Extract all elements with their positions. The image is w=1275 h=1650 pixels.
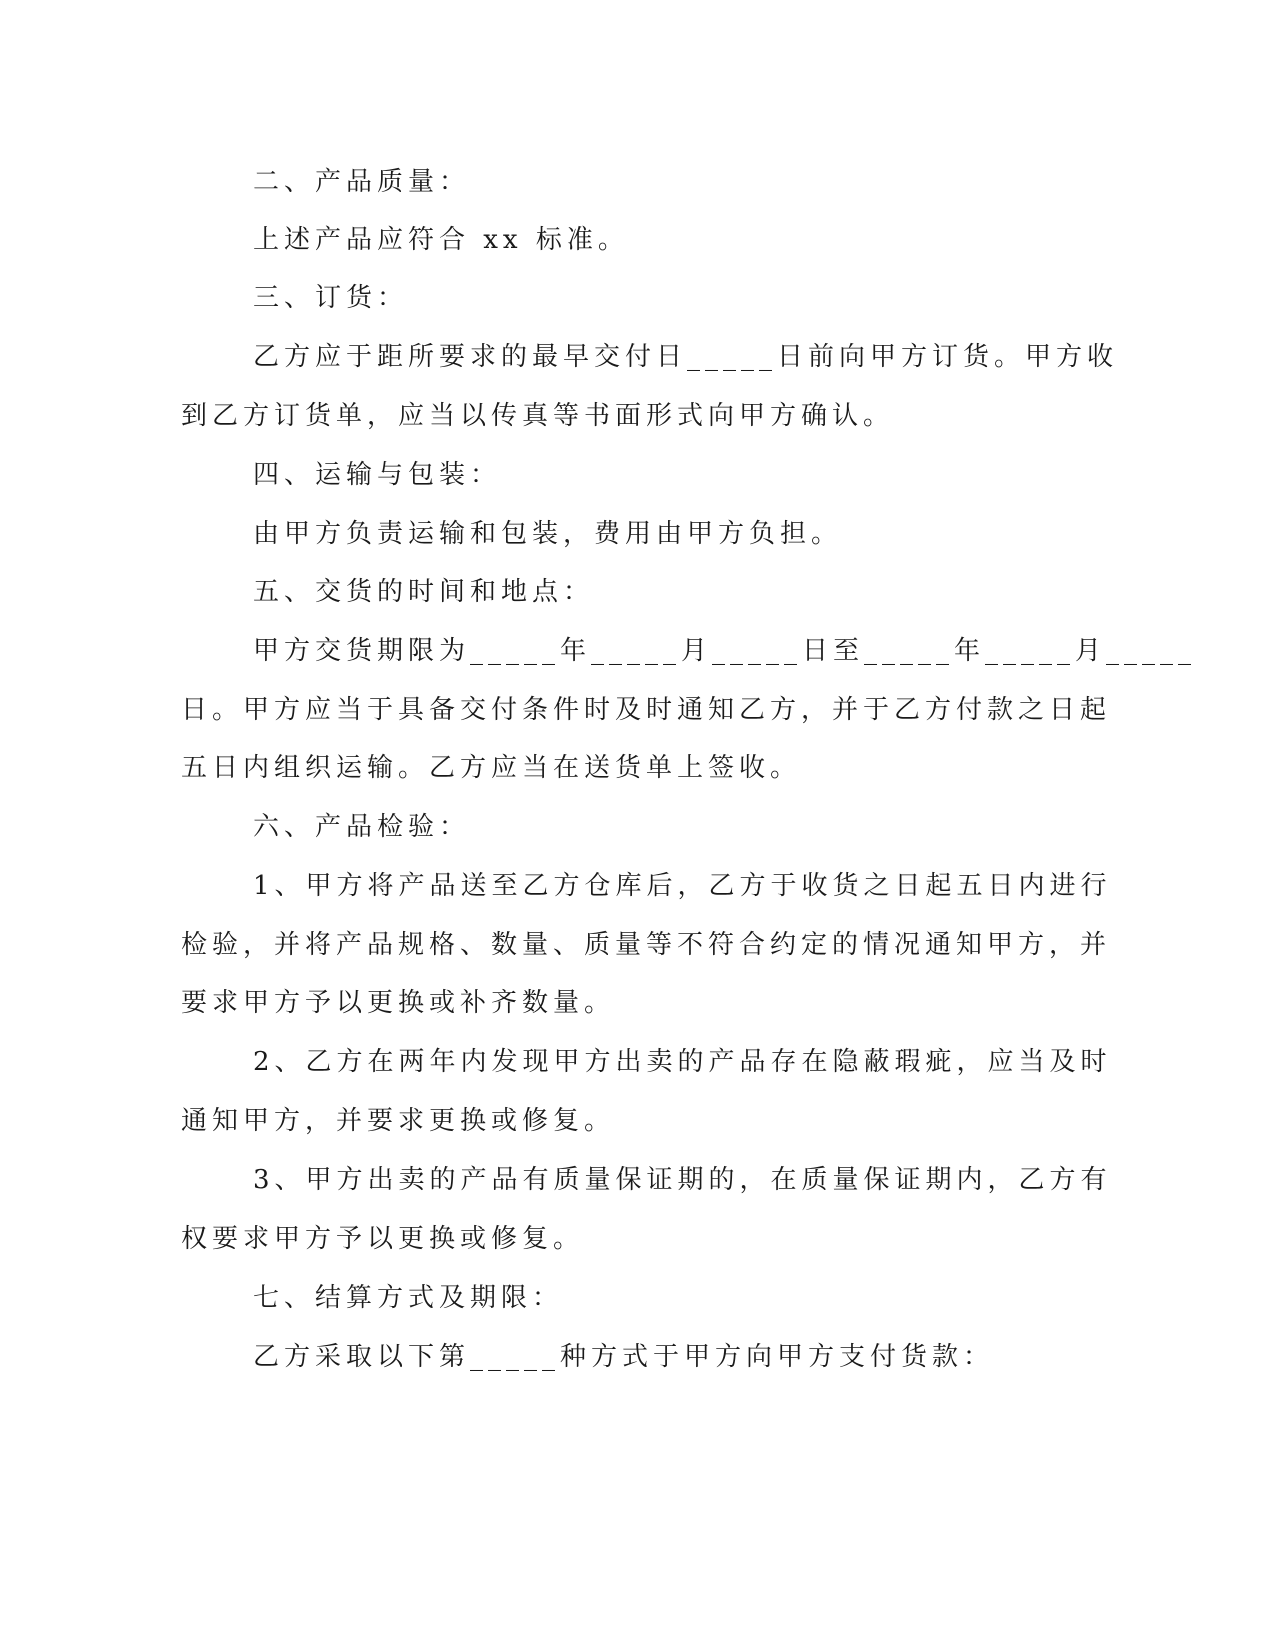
paragraph-line: 甲方交货期限为_____年_____月_____日至_____年_____月_____ bbox=[253, 636, 1197, 666]
paragraph-line: 由甲方负责运输和包装，费用由甲方负担。 bbox=[253, 519, 843, 549]
paragraph-line: 权要求甲方予以更换或修复。 bbox=[181, 1224, 585, 1254]
paragraph-line: 通知甲方，并要求更换或修复。 bbox=[181, 1106, 616, 1136]
paragraph-line: 日。甲方应当于具备交付条件时及时通知乙方，并于乙方付款之日起 bbox=[181, 695, 1112, 725]
paragraph-line: 五日内组织运输。乙方应当在送货单上签收。 bbox=[181, 753, 802, 783]
paragraph-line: 乙方采取以下第_____种方式于甲方向甲方支付货款： bbox=[253, 1342, 995, 1372]
heading-settlement-method: 七、结算方式及期限： bbox=[253, 1283, 564, 1313]
paragraph-line: 上述产品应符合 xx 标准。 bbox=[253, 225, 629, 255]
heading-product-inspection: 六、产品检验： bbox=[253, 812, 471, 842]
heading-delivery-time-place: 五、交货的时间和地点： bbox=[253, 577, 595, 607]
paragraph-line: 乙方应于距所要求的最早交付日_____日前向甲方订货。甲方收 bbox=[253, 342, 1119, 372]
paragraph-line: 要求甲方予以更换或补齐数量。 bbox=[181, 988, 616, 1018]
heading-ordering: 三、订货： bbox=[253, 283, 409, 313]
paragraph-line: 2、乙方在两年内发现甲方出卖的产品存在隐蔽瑕疵，应当及时 bbox=[253, 1047, 1112, 1077]
paragraph-line: 检验，并将产品规格、数量、质量等不符合约定的情况通知甲方，并 bbox=[181, 930, 1112, 960]
paragraph-line: 到乙方订货单，应当以传真等书面形式向甲方确认。 bbox=[181, 401, 895, 431]
heading-product-quality: 二、产品质量： bbox=[253, 167, 471, 197]
paragraph-line: 3、甲方出卖的产品有质量保证期的，在质量保证期内，乙方有 bbox=[253, 1165, 1112, 1195]
paragraph-line: 1、甲方将产品送至乙方仓库后，乙方于收货之日起五日内进行 bbox=[253, 871, 1112, 901]
heading-transport-packaging: 四、运输与包装： bbox=[253, 460, 502, 490]
